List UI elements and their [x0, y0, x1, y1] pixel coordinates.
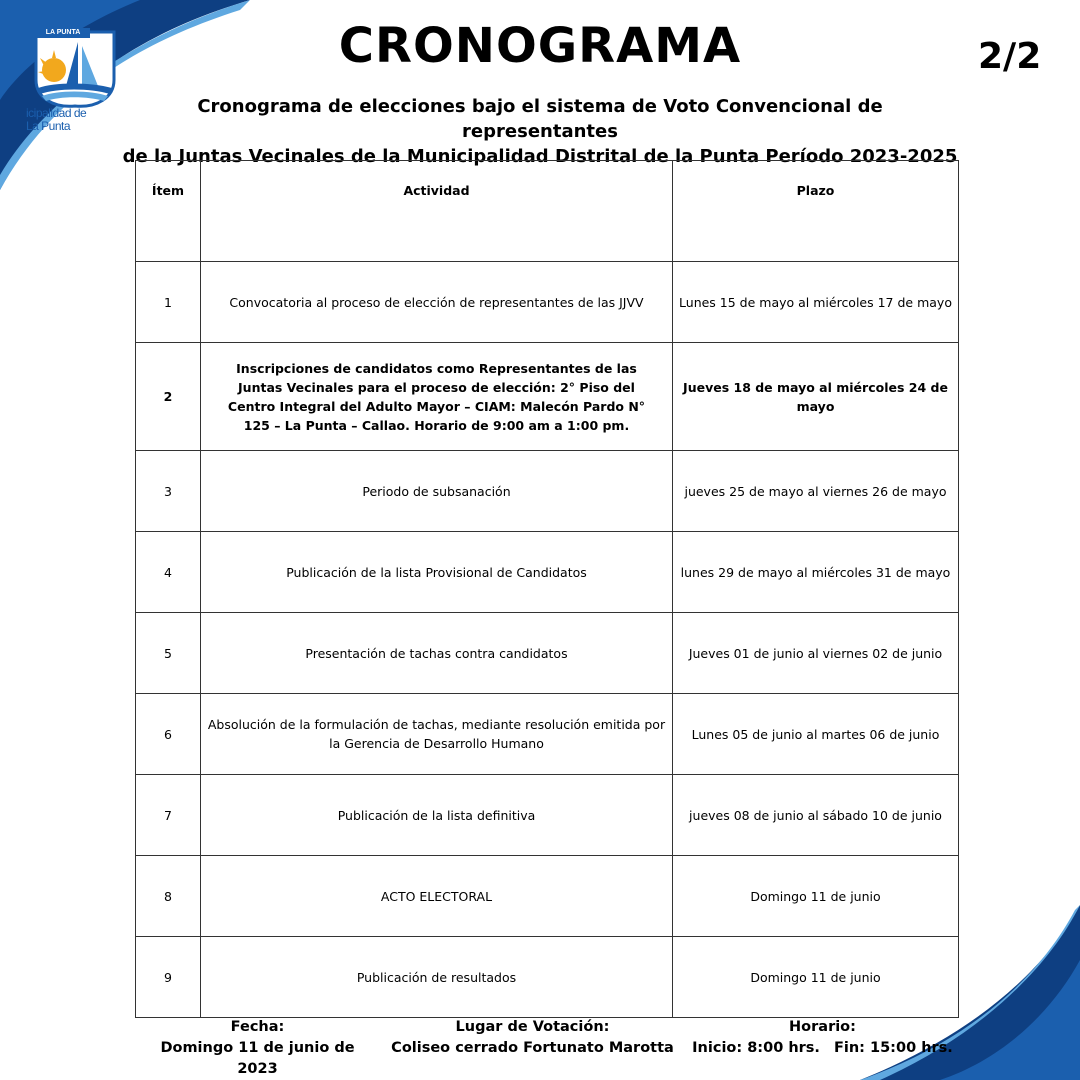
footer-date-value: Domingo 11 de junio de 2023 — [160, 1040, 355, 1077]
header-deadline: Plazo — [673, 161, 959, 262]
cell-deadline: jueves 08 de junio al sábado 10 de junio — [673, 775, 959, 856]
table-row — [136, 451, 959, 532]
subtitle-line-2: de la Juntas Vecinales de la Municipalidad Distrital de la Punta Período 2023-2025 — [122, 146, 958, 167]
cell-item: 9 — [136, 937, 201, 1018]
cell-deadline: Lunes 05 de junio al martes 06 de junio — [673, 694, 959, 775]
cell-deadline: Jueves 01 de junio al viernes 02 de junio — [673, 613, 959, 694]
cell-deadline: Domingo 11 de junio — [673, 937, 959, 1018]
footer-place-value: Coliseo cerrado Fortunato Marotta — [391, 1040, 674, 1056]
page-number: 2/2 — [978, 36, 1042, 77]
cell-item: 3 — [136, 451, 201, 532]
table-row — [136, 694, 959, 775]
table-row — [136, 937, 959, 1018]
cell-item: 4 — [136, 532, 201, 613]
cell-activity: ACTO ELECTORAL — [201, 856, 673, 937]
page-title: CRONOGRAMA — [338, 18, 742, 74]
header-item: Ítem — [136, 161, 201, 262]
cell-item: 1 — [136, 262, 201, 343]
cell-activity: Absolución de la formulación de tachas, mediante resolución emitida por la Gerencia de Desarrollo Humano — [201, 694, 673, 775]
cell-deadline: jueves 25 de mayo al viernes 26 de mayo — [673, 451, 959, 532]
footer-schedule — [690, 1017, 955, 1059]
table-header-row — [136, 161, 959, 262]
cell-activity: Presentación de tachas contra candidatos — [201, 613, 673, 694]
table-row — [136, 613, 959, 694]
table-row — [136, 775, 959, 856]
cell-item: 6 — [136, 694, 201, 775]
table-row — [136, 343, 959, 451]
table-row — [136, 262, 959, 343]
logo-text-line2: La Punta — [26, 119, 71, 133]
cell-deadline: Jueves 18 de mayo al miércoles 24 de mayo — [673, 343, 959, 451]
table-row — [136, 856, 959, 937]
cell-item: 7 — [136, 775, 201, 856]
cell-activity: Publicación de la lista definitiva — [201, 775, 673, 856]
cell-activity: Convocatoria al proceso de elección de representantes de las JJVV — [201, 262, 673, 343]
table-row — [136, 532, 959, 613]
footer-schedule-label: Horario: — [789, 1019, 856, 1035]
cell-item: 2 — [136, 343, 201, 451]
footer-schedule-start: Inicio: 8:00 hrs. — [692, 1040, 820, 1056]
footer-place-label: Lugar de Votación: — [455, 1019, 610, 1035]
footer-date — [140, 1017, 375, 1080]
logo-text-line1: icipalidad de — [26, 106, 87, 120]
cell-activity: Publicación de la lista Provisional de Candidatos — [201, 532, 673, 613]
cell-activity: Inscripciones de candidatos como Representantes de las Juntas Vecinales para el proceso de elección: 2° Piso del Centro Integral del Adulto Mayor – CIAM: Malecón Pardo N° 125 – La Punta – Callao. Horario de 9:00 am a 1:00 pm. — [201, 343, 673, 451]
cell-activity: Periodo de subsanación — [201, 451, 673, 532]
logo-text — [26, 107, 116, 133]
cell-deadline: lunes 29 de mayo al miércoles 31 de mayo — [673, 532, 959, 613]
footer-schedule-end: Fin: 15:00 hrs. — [833, 1040, 953, 1056]
header-activity: Actividad — [201, 161, 673, 262]
cell-deadline: Domingo 11 de junio — [673, 856, 959, 937]
cell-deadline: Lunes 15 de mayo al miércoles 17 de mayo — [673, 262, 959, 343]
subtitle — [120, 94, 960, 169]
subtitle-line-1: Cronograma de elecciones bajo el sistema de Voto Convencional de representantes — [197, 96, 883, 142]
footer-date-label: Fecha: — [230, 1019, 285, 1035]
cell-item: 5 — [136, 613, 201, 694]
logo-tag: LA PUNTA — [36, 28, 90, 38]
schedule-table — [135, 160, 959, 1018]
cell-activity: Publicación de resultados — [201, 937, 673, 1018]
footer-schedule-times — [690, 1038, 955, 1059]
cell-item: 8 — [136, 856, 201, 937]
footer-place — [390, 1017, 675, 1059]
